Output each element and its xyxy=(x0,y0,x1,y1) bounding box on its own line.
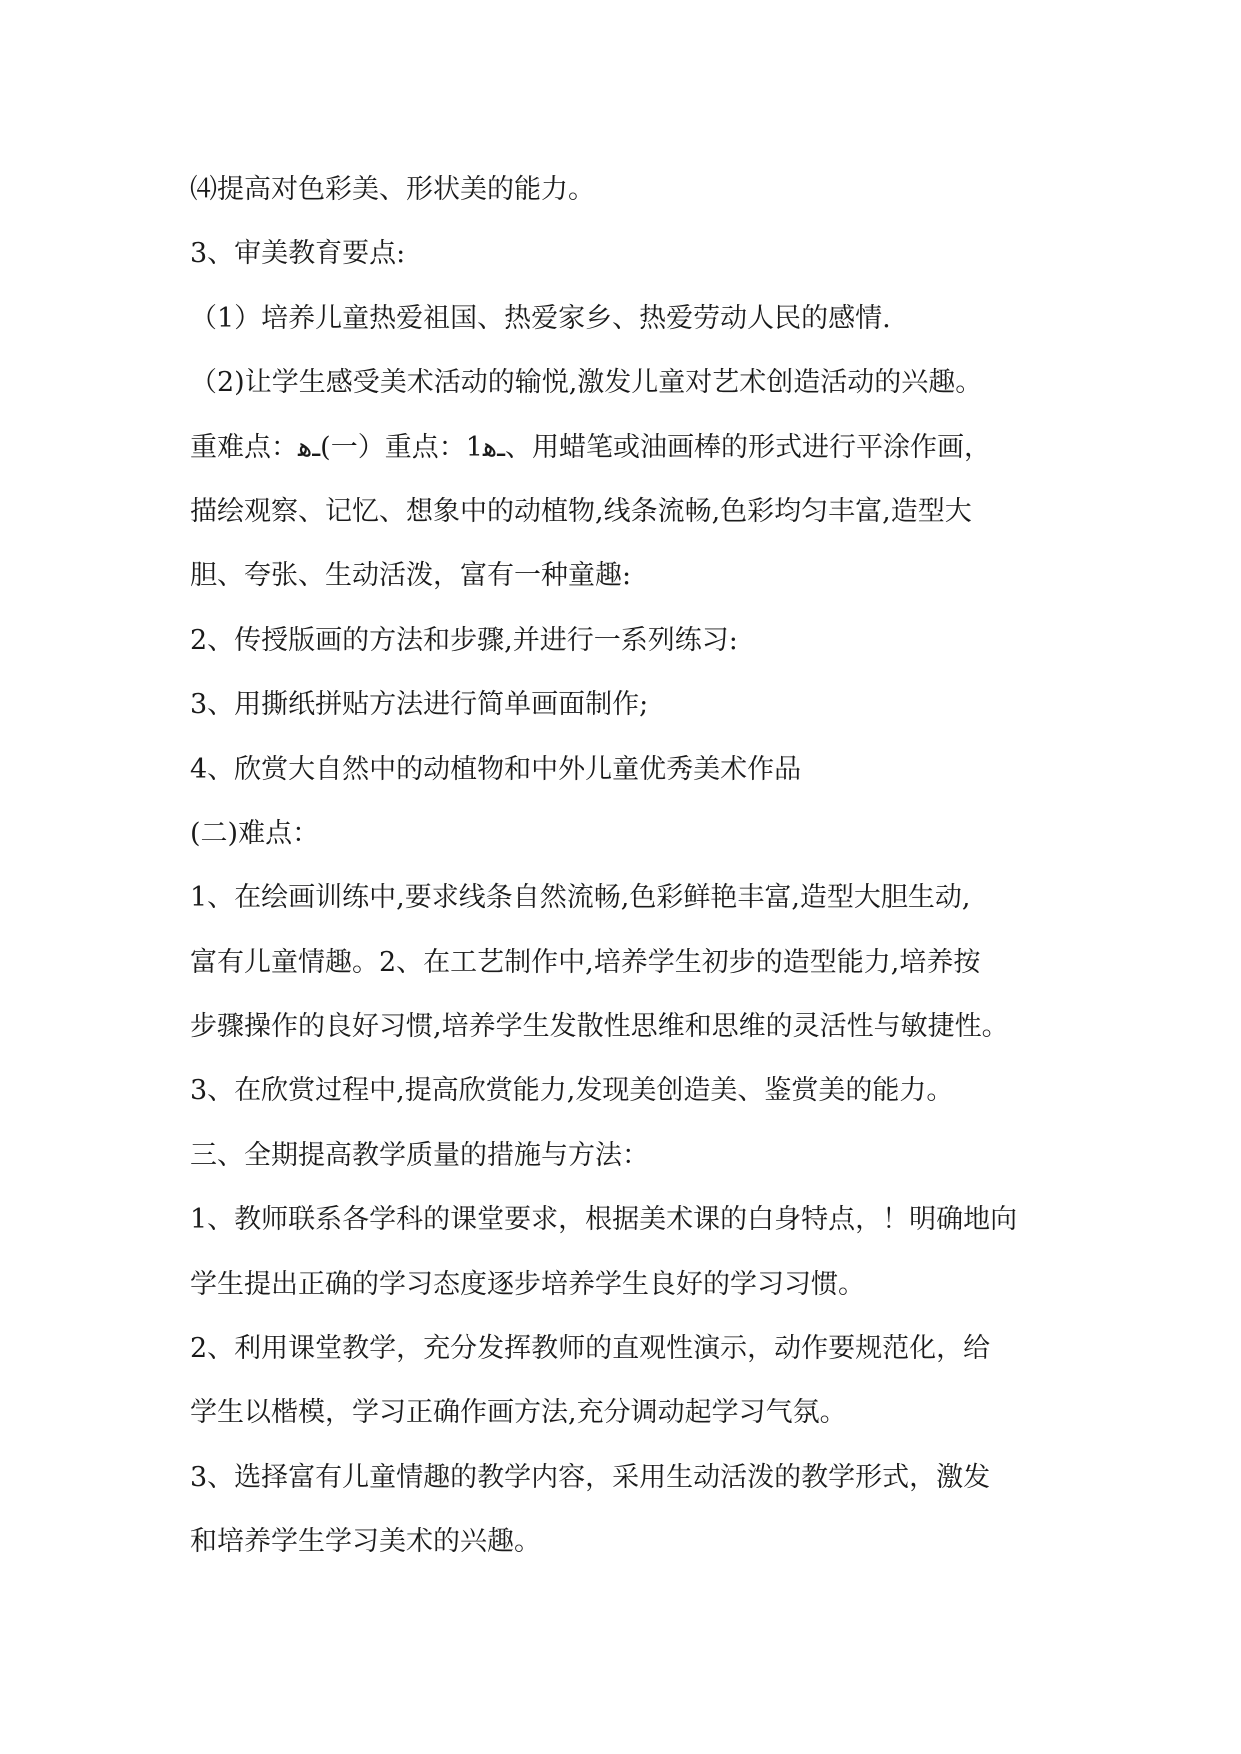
text-line: 富有儿童情趣。2、在工艺制作中,培养学生初步的造型能力,培养按 xyxy=(190,946,981,978)
text-line: 步骤操作的良好习惯,培养学生发散性思维和思维的灵活性与敏捷性。 xyxy=(190,1011,1009,1043)
text-line: （2)让学生感受美术活动的输悦,激发儿童对艺术创造活动的兴趣。 xyxy=(190,367,983,399)
text-line: （1）培养儿童热爱祖国、热爱家乡、热爱劳动人民的感情. xyxy=(190,302,891,334)
text-line: ⑷提高对色彩美、形状美的能力。 xyxy=(190,174,595,205)
text-line: 3、审美教育要点: xyxy=(190,238,406,270)
text-line: 3、用撕纸拼贴方法进行简单画面制作; xyxy=(190,689,649,721)
text-line: 1、教师联系各学科的课堂要求，根据美术课的白身特点，！明确地向 xyxy=(190,1204,1018,1236)
document-body xyxy=(190,158,1080,1575)
text-line: 描绘观察、记忆、想象中的动植物,线条流畅,色彩均匀丰富,造型大 xyxy=(190,495,972,527)
text-line: 1、在绘画训练中,要求线条自然流畅,色彩鲜艳丰富,造型大胆生动, xyxy=(190,882,971,914)
text-line: 重难点：ـﻫ(一）重点：1ـﻫ、用蜡笔或油画棒的形式进行平涂作画， xyxy=(190,431,992,463)
text-line: (二)难点： xyxy=(190,817,320,849)
text-line: 和培养学生学习美术的兴趣。 xyxy=(190,1526,541,1558)
text-line: 2、利用课堂教学，充分发挥教师的直观性演示，动作要规范化，给 xyxy=(190,1333,991,1365)
text-line: 学生以楷模，学习正确作画方法,充分调动起学习气氛。 xyxy=(190,1397,847,1429)
text-line: 4、欣赏大自然中的动植物和中外儿童优秀美术作品 xyxy=(190,753,802,785)
text-line: 3、选择富有儿童情趣的教学内容，采用生动活泼的教学形式，激发 xyxy=(190,1461,991,1493)
text-line: 2、传授版画的方法和步骤,并进行一系列练习: xyxy=(190,624,738,656)
text-line: 胆、夸张、生动活泼，富有一种童趣: xyxy=(190,560,632,592)
text-line: 3、在欣赏过程中,提高欣赏能力,发现美创造美、鉴赏美的能力。 xyxy=(190,1075,954,1107)
text-line: 三、全期提高教学质量的措施与方法： xyxy=(190,1139,649,1171)
text-line: 学生提出正确的学习态度逐步培养学生良好的学习习惯。 xyxy=(190,1268,865,1300)
